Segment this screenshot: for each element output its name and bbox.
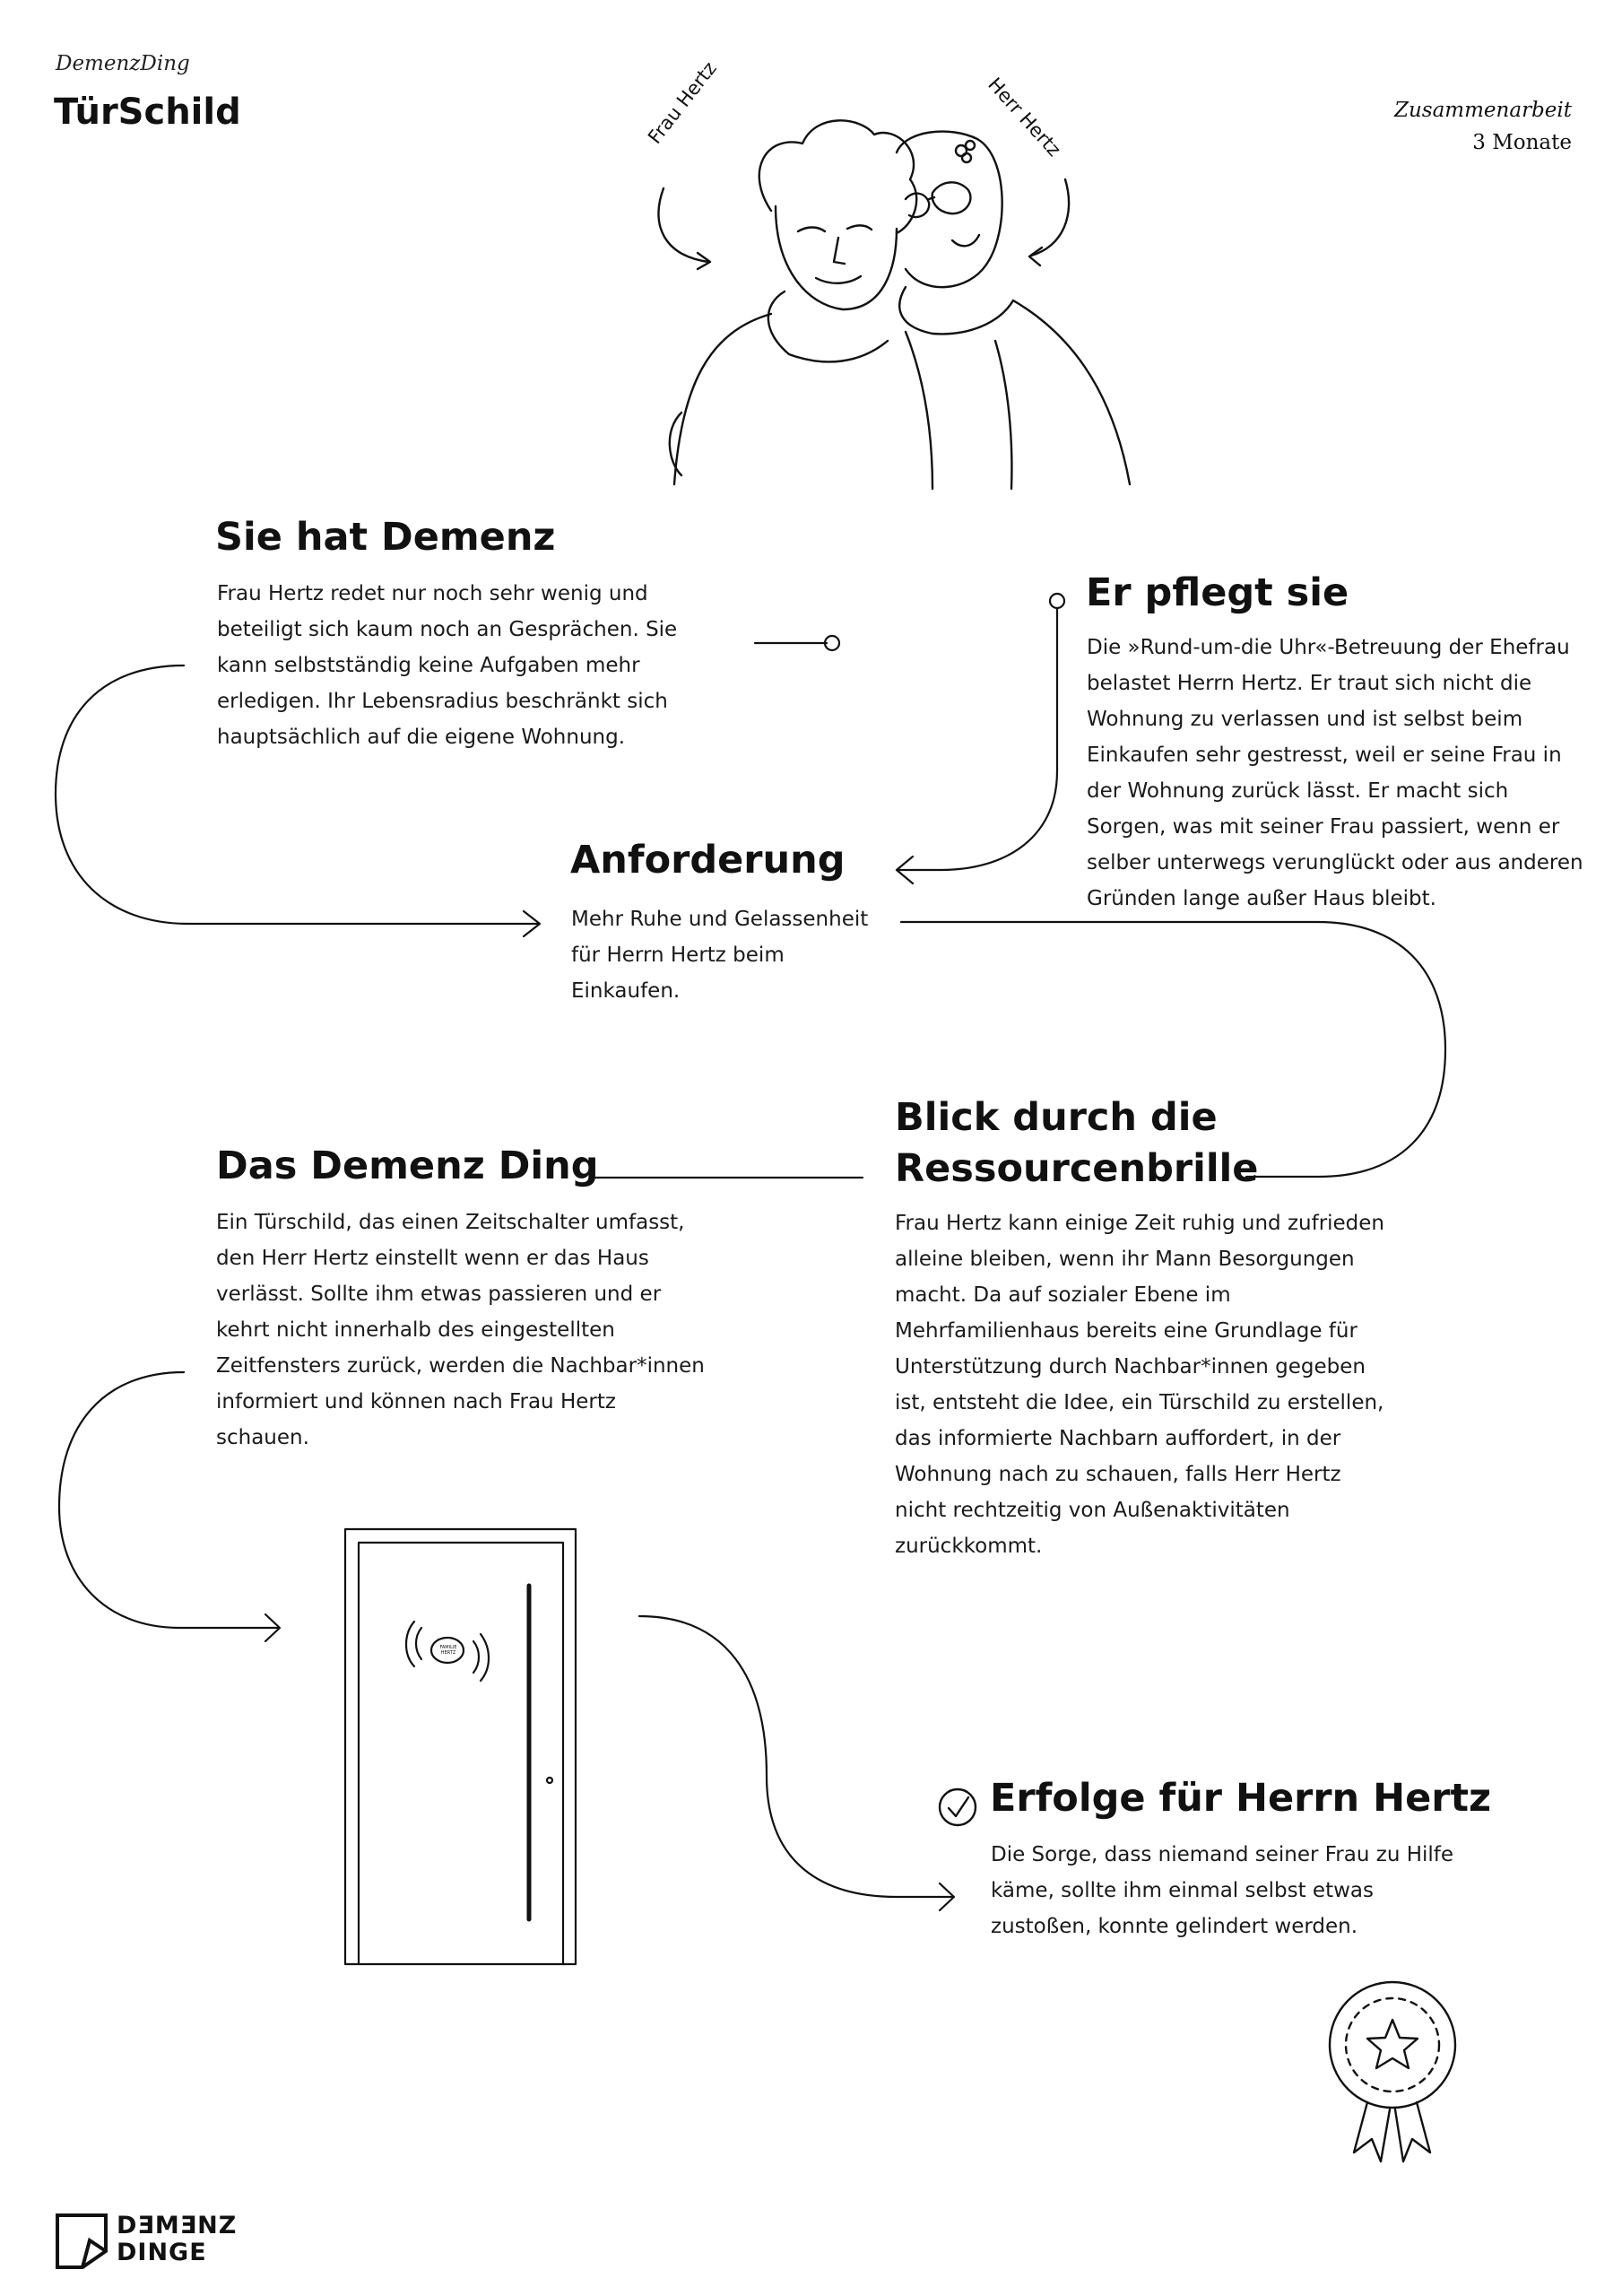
heading-demenz-ding: Das Demenz Ding [216,1144,599,1188]
text-er-pflegt-sie: Die »Rund-um-die Uhr«-Betreuung der Ehefrau belastet Herrn Hertz. Er traut sich nicht die Wohnung zu verlassen und ist selbst beim Einkaufen sehr gestresst, weil er seine Frau in der Wohnung zurück lässt. Er macht sich Sorgen, was mit seiner Frau passiert, wenn er selber unterwegs verunglückt oder aus anderen Gründen lange außer Haus bleibt. [1087,636,1583,910]
label-frau-hertz: Frau Hertz [644,57,721,148]
connector-dot-right [1050,594,1064,608]
heading-ressourcenbrille-line1: Blick durch die [895,1095,1218,1140]
demenz-dinge-logo-mark [57,2215,106,2267]
heading-ressourcenbrille-line2: Ressourcenbrille [895,1146,1259,1191]
couple-illustration [658,120,1130,489]
footer-logo-line1: DƎMƎNZ [117,2212,238,2239]
text-ressourcenbrille: Frau Hertz kann einige Zeit ruhig und zufrieden alleine bleiben, wenn ihr Mann Besorgungen macht. Da auf sozialer Ebene im Mehrfamilienhaus bereits eine Grundlage für Unterstützung durch Nachbar*innen gegeben ist, entsteht die Idee, ein Türschild zu erstellen, das informierte Nachbarn auffordert, in der Wohnung nach zu schauen, falls Herr Hertz nicht rechtzeitig von Außenaktivitäten zurückkommt. [895,1212,1385,1558]
heading-er-pflegt-sie: Er pflegt sie [1086,570,1349,615]
text-sie-hat-demenz: Frau Hertz redet nur noch sehr wenig und beteiligt sich kaum noch an Gesprächen. Sie kann selbstständig keine Aufgaben mehr erledigen. Ihr Lebensradius beschränkt sich hauptsächlich auf die eigene Wohnung. [217,582,678,749]
heading-sie-hat-demenz: Sie hat Demenz [215,515,556,560]
connector-door-erfolge [639,1616,952,1897]
heading-ressourcenbrille [895,1092,1258,1195]
heading-anforderung: Anforderung [570,838,846,883]
brand-label: DemenzDing [56,52,190,75]
check-icon [940,1789,976,1825]
meta-collaboration: Zusammenarbeit [1394,99,1572,122]
page-title: TürSchild [54,91,241,133]
award-icon [1330,1982,1455,2161]
meta-duration: 3 Monate [1472,131,1572,154]
footer-logo-line2: DINGE [117,2239,207,2266]
door-illustration [345,1529,576,1964]
footer-logo [117,2213,237,2266]
door-sign-label: FAMILIE HERTZ [439,1645,457,1656]
connector-pflegt-anforderung [898,608,1057,870]
text-anforderung: Mehr Ruhe und Gelassenheit für Herrn Hertz beim Einkaufen. [571,908,869,1003]
heading-erfolge: Erfolge für Herrn Hertz [990,1776,1492,1821]
text-demenz-ding: Ein Türschild, das einen Zeitschalter umfasst, den Herr Hertz einstellt wenn er das Haus verlässt. Sollte ihm etwas passieren und er kehrt nicht innerhalb des eingestellten Zeitfensters zurück, werden die Nachbar*innen informiert und können nach Frau Hertz schauen. [216,1211,705,1449]
text-erfolge: Die Sorge, dass niemand seiner Frau zu Hilfe käme, sollte ihm einmal selbst etwas zustoßen, konnte gelindert werden. [991,1843,1454,1938]
label-herr-hertz: Herr Hertz [984,74,1065,161]
